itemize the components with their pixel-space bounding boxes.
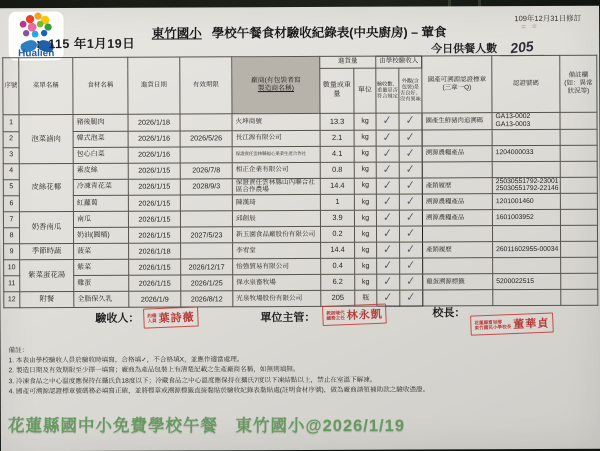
note-line: 2. 製造日期及有效期限至少擇一填寫；廠商為產品包裝上有清楚記載之生產廠商名稱，如無則填無。 (8, 366, 300, 375)
cell-vendor: 邱創辰 (232, 211, 320, 227)
col-header-no: 序號 (3, 58, 19, 115)
cell-qty: 0.4 (321, 259, 355, 275)
cell-mark (422, 161, 492, 177)
receiver-label: 驗收人： (95, 312, 140, 325)
col-header-date: 進貨日期 (128, 57, 180, 114)
cell-mark: 產銷履歷 (423, 242, 493, 258)
cell-remark (560, 161, 597, 177)
table-row (3, 177, 597, 196)
cell-no: 8 (3, 228, 19, 244)
cell-expiry (181, 243, 233, 259)
form-title: 學校午餐食材驗收紀錄表(中央廚房) – 葷食 (211, 25, 447, 41)
cell-date: 2026/1/16 (128, 147, 180, 163)
servings-line (431, 39, 544, 56)
cell-remark (560, 145, 597, 161)
cell-food: 素皮絲 (73, 163, 128, 179)
cell-food: 菠菜 (74, 243, 129, 259)
col-header-food: 食材名稱 (73, 57, 128, 114)
cell-remark (560, 112, 597, 129)
cell-expiry (180, 146, 232, 162)
cell-qty: 0.2 (320, 227, 354, 243)
cell-unit: kg (354, 130, 376, 146)
cell-qty: 2.1 (320, 130, 354, 146)
cell-mark: 國產生鮮豬肉追溯碼 (422, 113, 492, 130)
cell-unit: kg (355, 242, 377, 258)
servings-label: 今日供餐人數 (431, 43, 498, 56)
note-line: 3. 冷凍食品之中心溫度應保持在攝氏負18度以下；冷藏食品之中心溫度應保持在攝氏7度以下凍結點以上，禁止在室溫下解凍。 (8, 376, 377, 385)
cell-check1: ✓ (377, 258, 400, 274)
cell-vendor: 保水泉畜牧場 (233, 275, 321, 291)
cell-expiry: 2026/5/26 (180, 130, 232, 146)
cell-check2: ✓ (399, 194, 422, 210)
cell-cert: 1601003952 (492, 210, 560, 226)
cell-check1: ✓ (376, 146, 399, 162)
cell-mark: 雞蛋溯源標籤 (423, 274, 493, 290)
cell-qty: 6.2 (321, 275, 355, 291)
cell-check2: ✓ (400, 258, 423, 274)
cell-check2: ✓ (399, 162, 422, 178)
cell-check1: ✓ (376, 113, 399, 130)
cell-menu: 奶香南瓜 (19, 212, 73, 244)
cell-food: 冷凍青花菜 (73, 179, 128, 196)
cell-expiry: 2027/5/23 (180, 227, 232, 243)
cell-date: 2026/1/18 (128, 114, 180, 131)
cell-remark (561, 257, 598, 273)
cell-remark (560, 177, 597, 194)
cell-mark (423, 258, 493, 274)
cell-check1: ✓ (377, 242, 400, 258)
principal-stamp: 花蓮縣富里鄉 東竹國民小學校長 董華貞 (470, 312, 553, 335)
cell-check1: ✓ (376, 194, 399, 210)
col-header-check2: 外觀(含包裝)是否良好、沒有異味 (399, 68, 422, 113)
cell-check1: ✓ (377, 290, 400, 306)
cell-check2: ✓ (400, 274, 423, 290)
cell-date: 2026/1/9 (129, 291, 181, 307)
cell-check2: ✓ (399, 113, 422, 130)
col-group-incoming: 進貨量 (320, 56, 376, 68)
cell-no: 7 (3, 212, 19, 228)
note-line: 4. 國產可溯源認證標章號碼務必填寫正確，並將標章或溯源標籤直接黏貼於驗收紀錄表黏貼處(註明食材序號)，做為廠商請領補助款之驗收憑證。 (8, 386, 430, 396)
cell-check2: ✓ (399, 210, 422, 226)
servings-value: 205 (500, 39, 544, 56)
cell-no: 2 (3, 131, 19, 147)
receipt-date: ：115 年1月19日 (35, 36, 136, 52)
cell-expiry (180, 195, 232, 211)
cell-check1: ✓ (376, 162, 399, 178)
cell-date: 2026/1/15 (128, 195, 180, 211)
col-header-menu: 菜單名稱 (19, 57, 73, 114)
cell-date: 2026/1/16 (128, 131, 180, 147)
cell-expiry: 2026/7/8 (180, 162, 232, 178)
cell-vendor: 保證責任雲林縣福心果菜生產合作社 (232, 146, 320, 162)
cell-remark (560, 193, 597, 209)
cell-vendor: 怡強貿易有限公司 (233, 259, 321, 275)
notes-title: 備註： (8, 347, 29, 355)
cell-expiry: 2028/9/3 (180, 178, 232, 195)
col-header-expiry: 有效期限 (180, 57, 232, 114)
col-group-check: 由學校驗收人 (376, 56, 422, 68)
cell-food: 奶油(圓桶) (73, 227, 128, 243)
cell-no: 4 (3, 163, 19, 179)
cell-no: 11 (4, 276, 20, 292)
cell-qty: 1 (320, 195, 354, 211)
cell-food: 韓式泡菜 (73, 131, 128, 147)
cell-date: 2026/1/15 (129, 259, 181, 275)
cell-unit: kg (354, 194, 376, 210)
cell-menu: 附餐 (20, 292, 74, 308)
header-row-groups (3, 55, 597, 70)
cell-date: 2026/1/15 (129, 275, 181, 291)
cell-qty: 13.3 (320, 113, 354, 130)
cell-expiry: 2026/12/17 (181, 259, 233, 275)
cell-no: 10 (4, 260, 20, 276)
cell-unit: kg (354, 162, 376, 178)
manager-stamp: 教師兼代 總務主任 林永凱 (322, 304, 387, 327)
cell-check2: ✓ (399, 146, 422, 162)
cell-date: 2026/1/15 (128, 211, 180, 227)
col-header-remark: 備註欄(如：異常狀況等) (560, 55, 597, 112)
cell-expiry: 2026/8/12 (181, 291, 233, 307)
cell-check1: ✓ (377, 274, 400, 290)
notes-block (9, 344, 594, 398)
cell-cert: 5200022515 (493, 274, 561, 290)
cell-unit: kg (355, 274, 377, 290)
cell-cert: GA13-0002 GA13-0003 (492, 112, 560, 129)
cell-cert (492, 226, 560, 242)
cell-menu: 皮絲花椰 (19, 163, 73, 212)
col-header-vendor: 廠商(有包裝者寫 製造商名稱) (232, 56, 320, 113)
cell-check1: ✓ (376, 178, 399, 195)
cell-mark: 溯源農糧產品 (422, 194, 492, 210)
cell-no: 3 (3, 147, 19, 163)
cell-mark: 產銷履歷 (422, 177, 492, 194)
cell-unit: kg (354, 210, 376, 226)
cell-mark: 溯源農糧產品 (422, 210, 492, 226)
cell-menu: 紫菜蛋花湯 (20, 260, 74, 292)
note-line: 1. 本表由學校驗收人員於驗收時填寫，合格填✓，不合格填X，並應作適當處理。 (8, 356, 244, 365)
cell-vendor: 長江源有限公司 (232, 130, 320, 146)
table-row (3, 112, 597, 131)
table-body (3, 112, 598, 308)
cell-unit: kg (354, 146, 376, 162)
cell-qty: 3.9 (320, 211, 354, 227)
cell-remark (561, 241, 598, 257)
cell-no: 6 (3, 196, 19, 212)
cell-food: 雞蛋 (74, 275, 129, 291)
cell-cert (492, 161, 560, 177)
cell-cert (492, 129, 560, 145)
cell-qty: 205 (321, 291, 355, 307)
cell-vendor: 火坤商號 (232, 113, 320, 130)
cell-expiry (180, 211, 232, 227)
cell-menu: 泡菜滷肉 (19, 114, 73, 163)
cell-cert: 1204000033 (492, 145, 560, 161)
cell-qty: 0.8 (320, 162, 354, 178)
cell-cert: 26011602955-00034 (493, 242, 561, 258)
cell-no: 12 (4, 292, 20, 308)
cell-cert (493, 258, 561, 274)
cell-mark (422, 226, 492, 242)
photo-watermark: 花蓮縣國中小免費學校午餐 東竹國小@2026/1/19 (8, 417, 405, 435)
col-header-unit: 單位 (354, 68, 376, 113)
col-header-qty: 數量或重量 (320, 68, 354, 113)
cell-vendor: 相正企業有限公司 (232, 162, 320, 178)
cell-mark (422, 129, 492, 145)
revision-date: 109年12月31日修訂 (514, 13, 582, 24)
cell-check2: ✓ (399, 178, 422, 195)
cell-unit: kg (354, 226, 376, 242)
cell-remark (560, 225, 597, 241)
principal-label: 校長： (432, 307, 466, 320)
cell-expiry (180, 114, 232, 131)
cell-expiry: 2026/1/25 (181, 275, 233, 291)
cell-date: 2026/1/15 (128, 227, 180, 243)
cell-qty: 14.4 (321, 243, 355, 259)
cell-unit: kg (354, 113, 376, 130)
cell-unit: kg (355, 258, 377, 274)
cell-qty: 14.4 (320, 178, 354, 195)
cell-date: 2026/1/15 (128, 179, 180, 196)
cell-no: 9 (4, 244, 20, 260)
cell-remark (560, 129, 597, 145)
inspection-table (2, 55, 598, 309)
cell-unit: 瓶 (355, 290, 377, 306)
logo-text: Hualien (18, 48, 55, 60)
col-header-check1: 驗收數、重量是否符合規定 (376, 68, 399, 113)
paper-document (0, 6, 600, 451)
cell-vendor: 保證責任雲林縣山內聯合社區合作農場 (232, 178, 320, 195)
handwritten-marks: = = (521, 21, 540, 32)
cell-food: 全脂保久乳 (74, 291, 129, 307)
cell-date: 2026/1/15 (128, 163, 180, 179)
col-header-mark: 國產可溯源認證標章(三章一Q) (422, 56, 492, 113)
cell-no: 5 (3, 179, 19, 196)
cell-vendor: 新玉園食品廠股份有限公司 (232, 227, 320, 243)
cell-cert: 1201001460 (492, 194, 560, 210)
cell-food: 豬後腿肉 (73, 114, 128, 131)
manager-label: 單位主管： (260, 311, 316, 325)
cell-check2: ✓ (400, 242, 423, 258)
col-header-cert: 認證號碼 (492, 55, 560, 112)
cell-check2: ✓ (400, 290, 423, 306)
cell-check1: ✓ (376, 210, 399, 226)
cell-remark (561, 273, 598, 289)
cell-food: 紫菜 (74, 259, 129, 275)
cell-check2: ✓ (399, 226, 422, 242)
school-name: 東竹國小 (151, 26, 202, 41)
cell-date: 2026/1/18 (129, 243, 181, 259)
signature-row (0, 302, 600, 345)
cell-unit: kg (354, 178, 376, 195)
cell-check1: ✓ (376, 130, 399, 146)
cell-mark: 溯源農糧產品 (422, 145, 492, 161)
cell-no: 1 (3, 115, 19, 132)
receiver-stamp: 約僱 人員 葉詩薇 (143, 306, 199, 328)
cell-vendor: 陳漢琦 (232, 195, 320, 211)
cell-remark (560, 209, 597, 225)
cell-cert: 25030551792-23001 25030551792-22146 (492, 177, 560, 194)
cell-vendor: 李宥堂 (233, 243, 321, 259)
cell-food: 紅蘿蔔 (73, 195, 128, 211)
cell-food: 包心白菜 (73, 147, 128, 163)
cell-menu: 季節時蔬 (20, 244, 74, 260)
cell-check2: ✓ (399, 130, 422, 146)
cell-check1: ✓ (376, 226, 399, 242)
cell-qty: 4.1 (320, 146, 354, 162)
cell-vendor: 光泉牧場股份有限公司 (233, 291, 321, 307)
cell-food: 南瓜 (73, 211, 128, 227)
